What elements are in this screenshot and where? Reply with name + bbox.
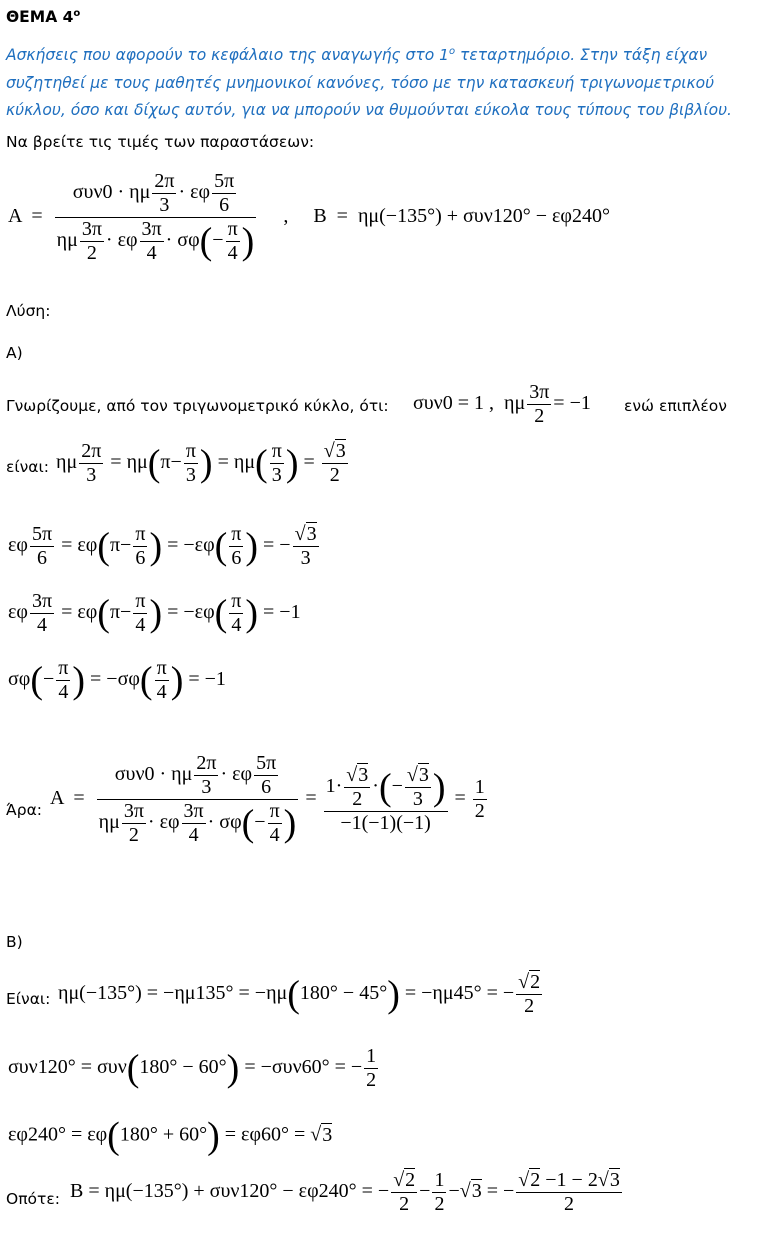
formula-definitions: A = συν0 · ημ $\frac{2\pi}{3}$ · εφ $\frac{5\pi}{6}$ ημ $\frac{3\pi}{2}$ · εφ $\frac{3\pi}{4}$ · σφ(− $\frac{\pi}{4}$ ) , B = ημ(−135°) + συν120° − εφ240° (8, 170, 610, 264)
intro-paragraph: Ασκήσεις που αφορούν το κεφάλαιο της αναγωγής στο $1^o$ τεταρτημόριο. Στην τάξη είχαν συζητηθεί με τους μαθητές μνημονικοί κανόνες, τόσο με την κατασκευή τριγωνομετρικού κύκλου, όσο και δίχως αυτόν, για να μπορούν να θυμούνται εύκολα τους τύπους του βιβλίου. (6, 46, 732, 120)
part-b-label: Β) (6, 933, 23, 951)
is-text: είναι: (6, 458, 49, 476)
formula-a-result: A = συν0 · ημ $\frac{2\pi}{3}$ · εφ $\frac{5\pi}{6}$ ημ $\frac{3\pi}{2}$ · εφ $\frac{3\pi}{4}$ · σφ(− $\frac{\pi}{4}$ ) = 1· $\frac{√3}{2}$ ·(− $\frac{√3}{3}$ ) −1(−1)(−1) = $\frac{1}{2}$ (50, 752, 485, 846)
formula-b-result: B = ημ(−135°) + συν120° − εφ240° = − $\frac{√2}{2}$ − $\frac{1}{2}$ −√3 = − $\frac{√2 -1 - 2√3}{2}$ (70, 1169, 620, 1215)
moreover-text: ενώ επιπλέον (624, 397, 727, 415)
part-a-label: Α) (6, 344, 23, 362)
formula-ef-5pi6: εφ $\frac{5\pi}{6}$ = εφ(π− $\frac{\pi}{6}$ ) = −εφ( $\frac{\pi}{6}$ ) = − $\frac{√3}{3}$ (8, 523, 317, 569)
solution-label: Λύση: (6, 302, 51, 320)
formula-ef-3pi4: εφ $\frac{3\pi}{4}$ = εφ(π− $\frac{\pi}{4}$ ) = −εφ( $\frac{\pi}{4}$ ) = −1 (8, 590, 301, 636)
known-values-formula: συν0 = 1 , ημ $\frac{3\pi}{2}$ = −1 (413, 381, 591, 427)
formula-syn-120: συν120° = συν(180° − 60°) = −συν60° = − $\frac{1}{2}$ (8, 1045, 377, 1091)
formula-hm-135: ημ(−135°) = −ημ135° = −ημ(180° − 45°) = −ημ45° = − $\frac{√2}{2}$ (58, 971, 541, 1017)
formula-sf-minus-pi4: σφ(− $\frac{\pi}{4}$ ) = −σφ( $\frac{\pi}{4}$ ) = −1 (8, 657, 226, 703)
task-text: Να βρείτε τις τιμές των παραστάσεων: (6, 133, 315, 151)
formula-hm-2pi3: ημ $\frac{2\pi}{3}$ = ημ(π− $\frac{\pi}{3}$ ) = ημ( $\frac{\pi}{3}$ ) = $\frac{√3}{2}$ (56, 440, 346, 486)
formula-ef-240: εφ240° = εφ(180° + 60°) = εφ60° = √3 (8, 1115, 333, 1157)
so-text: Οπότε: (6, 1190, 60, 1208)
therefore-text: Άρα: (6, 801, 43, 819)
known-values-text: Γνωρίζουμε, από τον τριγωνομετρικό κύκλο, ότι: (6, 397, 389, 415)
is-text-b: Είναι: (6, 990, 51, 1008)
page-title: ΘΕΜΑ $4^o$ (6, 8, 81, 27)
